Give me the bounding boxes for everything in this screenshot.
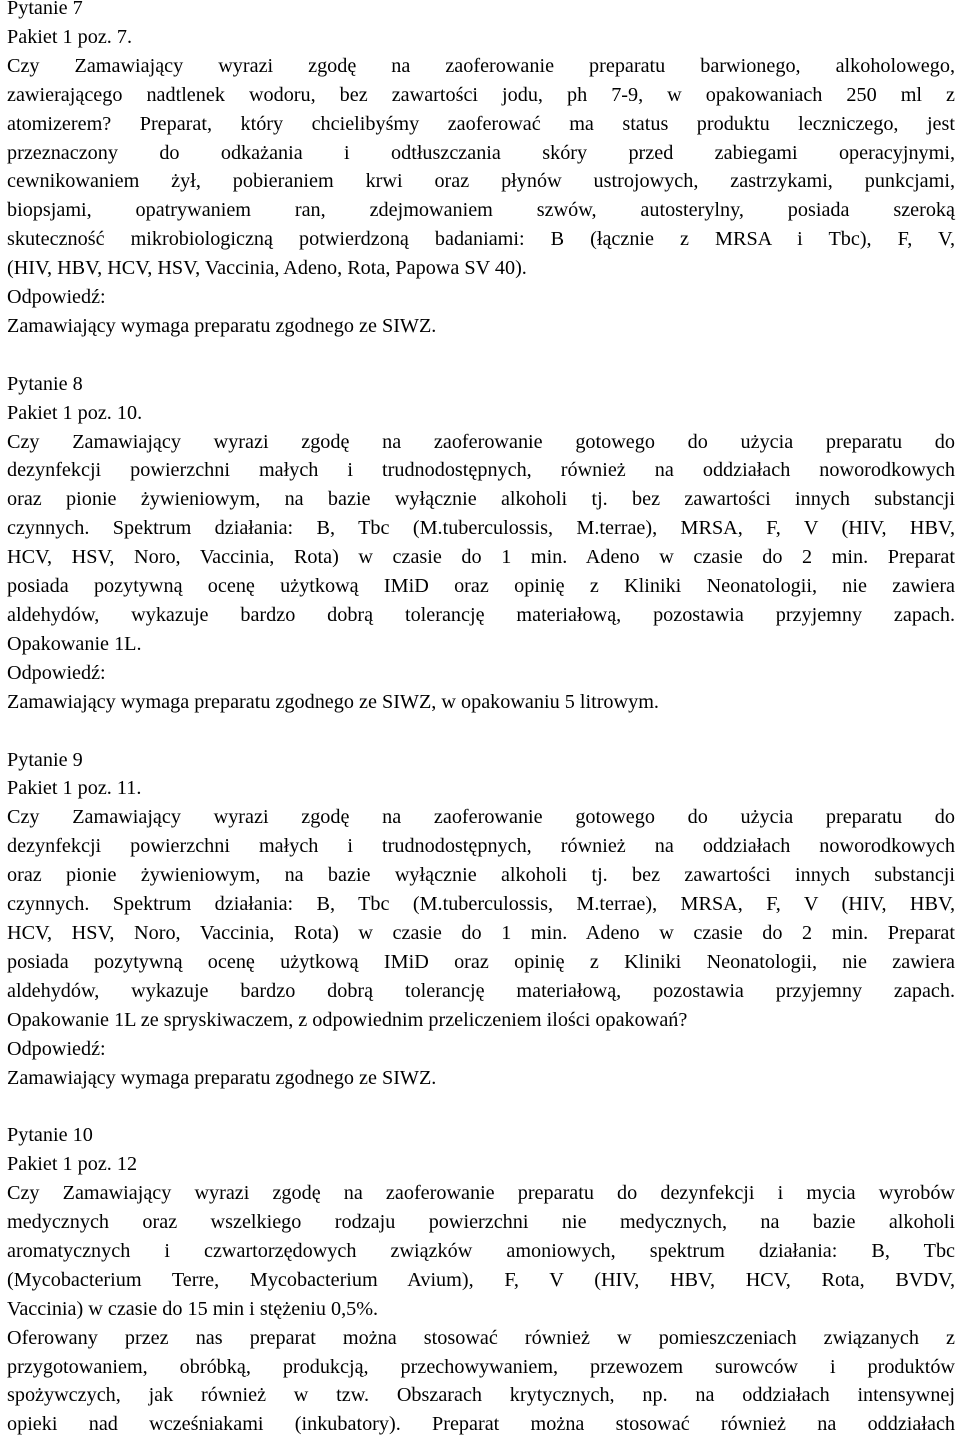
answer-text: Zamawiający wymaga preparatu zgodnego ze SIWZ. bbox=[7, 1066, 437, 1089]
body-line: Czy Zamawiający wyrazi zgodę na zaoferowanie preparatu do dezynfekcji i mycia wyrobów bbox=[7, 1182, 955, 1205]
body-line: oraz pionie żywieniowym, na bazie wyłącznie alkoholi tj. bez zawartości innych substancji bbox=[7, 864, 955, 887]
question-body bbox=[7, 1179, 955, 1324]
body-line: (HIV, HBV, HCV, HSV, Vaccinia, Adeno, Rota, Papowa SV 40). bbox=[7, 257, 527, 280]
body-line: Opakowanie 1L. bbox=[7, 632, 142, 655]
package-reference: Pakiet 1 poz. 7. bbox=[7, 25, 133, 48]
offer-paragraph bbox=[7, 1324, 955, 1440]
question-8 bbox=[7, 370, 955, 717]
spacer bbox=[7, 717, 955, 746]
package-reference: Pakiet 1 poz. 10. bbox=[7, 401, 143, 424]
body-line: medycznych oraz wszelkiego rodzaju powierzchni nie medycznych, na bazie alkoholi bbox=[7, 1211, 955, 1234]
body-line: posiada pozytywną ocenę użytkową IMiD oraz opinię z Kliniki Neonatologii, nie zawiera bbox=[7, 575, 955, 598]
question-9 bbox=[7, 746, 955, 1093]
answer-text: Zamawiający wymaga preparatu zgodnego ze SIWZ, w opakowaniu 5 litrowym. bbox=[7, 690, 659, 713]
body-line: przygotowaniem, obróbką, produkcją, przechowywaniem, przewozem surowców i produktów bbox=[7, 1355, 955, 1378]
body-line: dezynfekcji powierzchni małych i trudnodostępnych, również na oddziałach noworodkowych bbox=[7, 835, 955, 858]
body-line: biopsjami, opatrywaniem ran, zdejmowaniem szwów, autosterylny, posiada szeroką bbox=[7, 199, 955, 222]
body-line: Oferowany przez nas preparat można stosować również w pomieszczeniach związanych z bbox=[7, 1326, 955, 1349]
body-line: zawierającego nadtlenek wodoru, bez zawartości jodu, ph 7-9, w opakowaniach 250 ml z bbox=[7, 83, 955, 106]
spacer bbox=[7, 341, 955, 370]
question-heading: Pytanie 10 bbox=[7, 1124, 93, 1147]
question-heading: Pytanie 7 bbox=[7, 0, 83, 19]
body-line: aldehydów, wykazuje bardzo dobrą tolerancję materiałową, pozostawia przyjemny zapach. bbox=[7, 604, 955, 627]
body-line: przeznaczony do odkażania i odtłuszczania skóry przed zabiegami operacyjnymi, bbox=[7, 141, 955, 164]
question-10 bbox=[7, 1121, 955, 1439]
body-line: czynnych. Spektrum działania: B, Tbc (M.tuberculossis, M.terrae), MRSA, F, V (HIV, HBV, bbox=[7, 893, 955, 916]
question-heading: Pytanie 8 bbox=[7, 372, 83, 395]
body-line: HCV, HSV, Noro, Vaccinia, Rota) w czasie do 1 min. Adeno w czasie do 2 min. Preparat bbox=[7, 921, 955, 944]
body-line: aromatycznych i czwartorzędowych związków amoniowych, spektrum działania: B, Tbc bbox=[7, 1239, 955, 1262]
answer-label: Odpowiedź: bbox=[7, 661, 106, 684]
question-body bbox=[7, 803, 955, 1034]
package-reference: Pakiet 1 poz. 11. bbox=[7, 777, 142, 800]
body-line: opieki nad wcześniakami (inkubatory). Preparat można stosować również na oddziałach bbox=[7, 1413, 955, 1436]
body-line: spożywczych, jak również w tzw. Obszarach krytycznych, np. na oddziałach intensywnej bbox=[7, 1384, 955, 1407]
question-heading: Pytanie 9 bbox=[7, 748, 83, 771]
answer-label: Odpowiedź: bbox=[7, 1037, 106, 1060]
body-line: (Mycobacterium Terre, Mycobacterium Avium), F, V (HIV, HBV, HCV, Rota, BVDV, bbox=[7, 1268, 955, 1291]
body-line: czynnych. Spektrum działania: B, Tbc (M.tuberculossis, M.terrae), MRSA, F, V (HIV, HBV, bbox=[7, 517, 955, 540]
body-line: oraz pionie żywieniowym, na bazie wyłącznie alkoholi tj. bez zawartości innych substancji bbox=[7, 488, 955, 511]
question-7 bbox=[7, 0, 955, 341]
question-body bbox=[7, 428, 955, 659]
body-line: aldehydów, wykazuje bardzo dobrą tolerancję materiałową, pozostawia przyjemny zapach. bbox=[7, 979, 955, 1002]
body-line: Czy Zamawiający wyrazi zgodę na zaoferowanie preparatu barwionego, alkoholowego, bbox=[7, 54, 955, 77]
body-line: atomizerem? Preparat, który chcielibyśmy zaoferować ma status produktu leczniczego, jest bbox=[7, 112, 955, 135]
question-body bbox=[7, 52, 955, 283]
body-line: Vaccinia) w czasie do 15 min i stężeniu 0,5%. bbox=[7, 1297, 379, 1320]
body-line: dezynfekcji powierzchni małych i trudnodostępnych, również na oddziałach noworodkowych bbox=[7, 459, 955, 482]
spacer bbox=[7, 1092, 955, 1121]
body-line: Czy Zamawiający wyrazi zgodę na zaoferowanie gotowego do użycia preparatu do bbox=[7, 430, 955, 453]
body-line: posiada pozytywną ocenę użytkową IMiD oraz opinię z Kliniki Neonatologii, nie zawiera bbox=[7, 950, 955, 973]
package-reference: Pakiet 1 poz. 12 bbox=[7, 1153, 138, 1176]
body-line: skuteczność mikrobiologiczną potwierdzoną badaniami: B (łącznie z MRSA i Tbc), F, V, bbox=[7, 228, 955, 251]
answer-label: Odpowiedź: bbox=[7, 286, 106, 309]
body-line: Czy Zamawiający wyrazi zgodę na zaoferowanie gotowego do użycia preparatu do bbox=[7, 806, 955, 829]
body-line: HCV, HSV, Noro, Vaccinia, Rota) w czasie do 1 min. Adeno w czasie do 2 min. Preparat bbox=[7, 546, 955, 569]
body-line: Opakowanie 1L ze spryskiwaczem, z odpowiednim przeliczeniem ilości opakowań? bbox=[7, 1008, 688, 1031]
body-line: cewnikowaniem żył, pobieraniem krwi oraz płynów ustrojowych, zastrzykami, punkcjami, bbox=[7, 170, 955, 193]
answer-text: Zamawiający wymaga preparatu zgodnego ze SIWZ. bbox=[7, 314, 437, 337]
